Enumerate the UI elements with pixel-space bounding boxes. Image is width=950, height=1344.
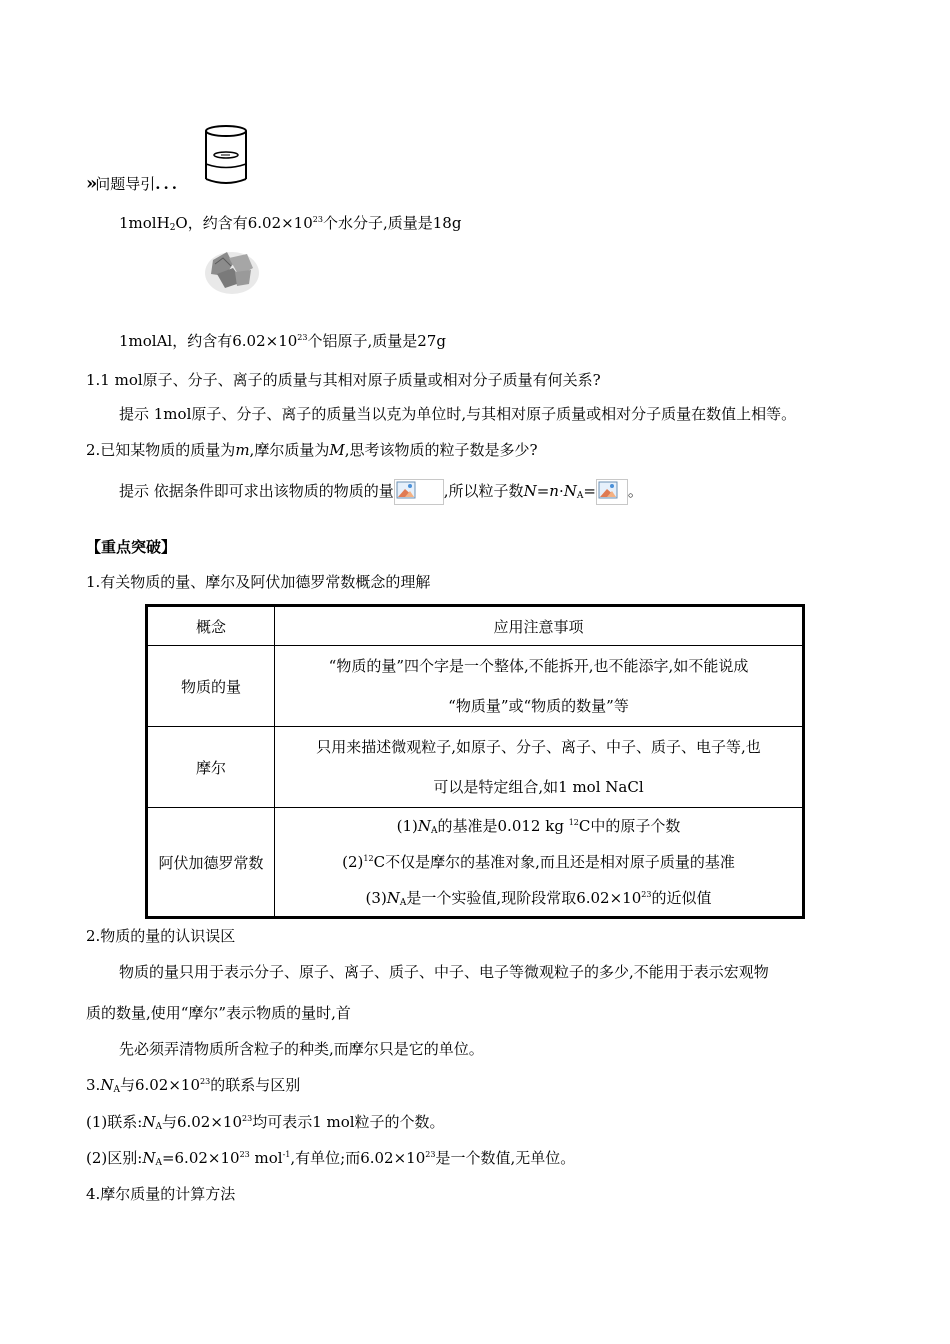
point-1-title: 1.有关物质的量、摩尔及阿伏加德罗常数概念的理解 <box>86 573 431 591</box>
guide-title: 问题导引 <box>95 175 156 193</box>
header-notes: 应用注意事项 <box>275 606 804 646</box>
aluminum-sample-image <box>203 246 261 296</box>
hint-2: 提示 依据条件即可求出该物质的物质的量 ,所以粒子数$N=n\cdot N_A=$ 。 <box>119 478 643 505</box>
question-2: 2.已知某物质的质量为m,摩尔质量为M,思考该物质的粒子数是多少? <box>86 441 538 459</box>
concept-cell: 阿伏加德罗常数 <box>147 808 275 918</box>
formula-image-placeholder-icon <box>394 479 444 505</box>
section-title: 【重点突破】 <box>86 538 177 556</box>
header-concept: 概念 <box>147 606 275 646</box>
guide-dots: ... <box>155 175 180 193</box>
concept-table <box>145 604 805 919</box>
table-row <box>147 727 804 808</box>
point-3-title: $3.N_A$与$6.02\times 10^{23}$的联系与区别 <box>86 1076 301 1095</box>
guide-heading <box>86 174 180 194</box>
table-header-row <box>147 606 804 646</box>
concept-cell: 物质的量 <box>147 646 275 727</box>
example-water: 1molH$_2$O，约含有$6.02\times 10^{23}$个水分子,质量是18g <box>119 214 462 233</box>
point-2-paragraph-line-3: 先必须弄清物质所含粒子的种类,而摩尔只是它的单位。 <box>119 1040 484 1058</box>
notes-cell: 只用来描述微观粒子,如原子、分子、离子、中子、质子、电子等,也 可以是特定组合,如1 mol NaCl <box>275 727 804 808</box>
beaker-water-image <box>203 124 249 186</box>
example-aluminum: 1molAl，约含有$6.02\times 10^{23}$个铝原子,质量是27g <box>119 332 446 350</box>
question-1: 1.1 mol原子、分子、离子的质量与其相对原子质量或相对分子质量有何关系? <box>86 371 601 389</box>
double-chevron-icon: » <box>86 173 96 194</box>
point-2-paragraph-line-1: 物质的量只用于表示分子、原子、离子、质子、中子、电子等微观粒子的多少,不能用于表示宏观物 <box>119 963 769 981</box>
point-3-relation: (1)联系$:N_A$与$6.02\times 10^{23}$均可表示1 mol粒子的个数。 <box>86 1113 445 1132</box>
formula-image-placeholder-icon <box>596 479 628 505</box>
point-3-difference: (2)区别$:N_A=6.02\times 10^{23}$ mol$^{-1}$,有单位;而$6.02\times 10^{23}$是一个数值,无单位。 <box>86 1149 576 1168</box>
notes-cell: “物质的量”四个字是一个整体,不能拆开,也不能添字,如不能说成 “物质量”或“物质的数量”等 <box>275 646 804 727</box>
concept-cell: 摩尔 <box>147 727 275 808</box>
point-4-title: 4.摩尔质量的计算方法 <box>86 1185 236 1203</box>
point-2-title: 2.物质的量的认识误区 <box>86 927 236 945</box>
notes-cell: $(1)N_A$的基准是0.012 kg $^{12}$C中的原子个数 $(2)^{12}C$不仅是摩尔的基准对象,而且还是相对原子质量的基准 $(3)N_A$是一个实验值,现阶段常取$6.02\times 10^{23}$的近似值 <box>275 808 804 918</box>
table-row <box>147 646 804 727</box>
table-row <box>147 808 804 918</box>
hint-1: 提示 1mol原子、分子、离子的质量当以克为单位时,与其相对原子质量或相对分子质量在数值上相等。 <box>119 405 797 423</box>
point-2-paragraph-line-2: 质的数量,使用“摩尔”表示物质的量时,首 <box>86 1004 351 1022</box>
